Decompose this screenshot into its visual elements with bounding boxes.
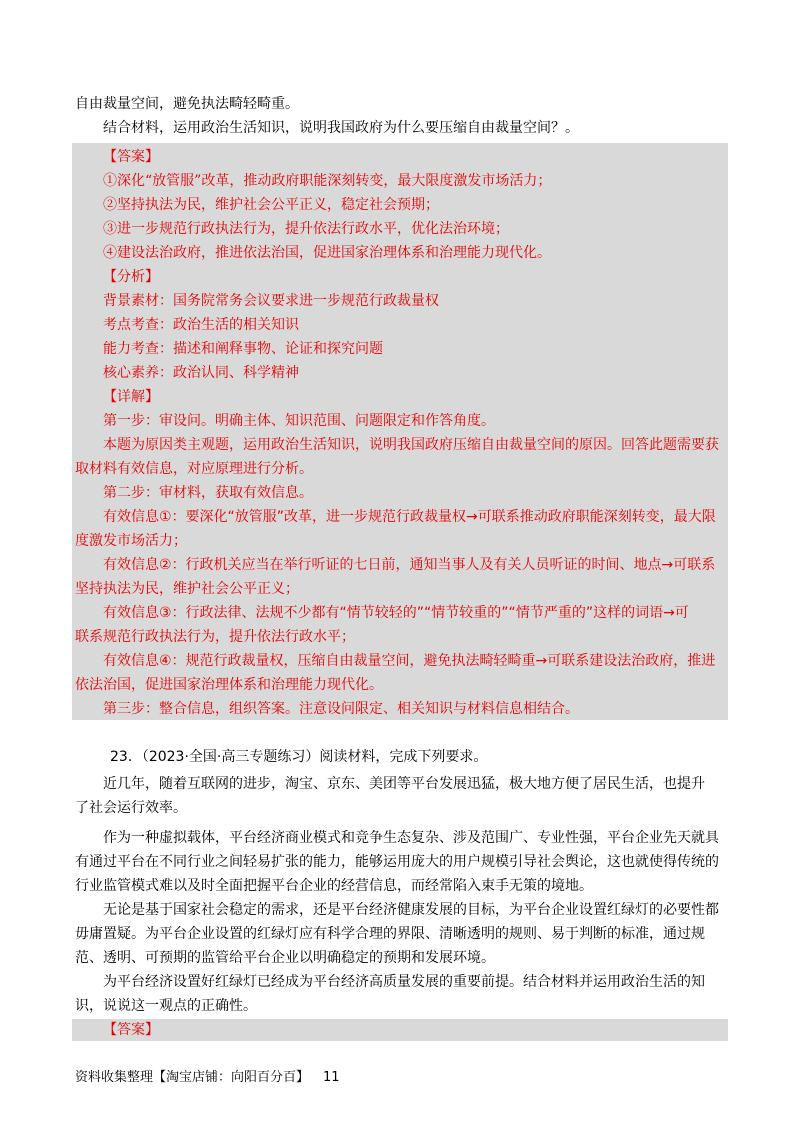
detail-line: 第三步：整合信息，组织答案。注意设问限定、相关知识与材料信息相结合。 bbox=[103, 701, 579, 717]
footer-source-text: 资料收集整理【淘宝店铺：向阳百分百】 bbox=[75, 1070, 310, 1085]
answer-item: ④建设法治政府，推进依法治国，促进国家治理体系和治理能力现代化。 bbox=[103, 245, 551, 261]
material-paragraph-line: 范、透明、可预期的监管给平台企业以明确稳定的预期和发展环境。 bbox=[75, 950, 495, 966]
detail-line: 联系规范行政执法行为，提升依法行政水平； bbox=[75, 629, 355, 645]
question-23-header: 23．（2023·全国·高三专题练习）阅读材料，完成下列要求。 bbox=[110, 749, 488, 765]
detail-line: 第一步：审设问。明确主体、知识范围、问题限定和作答角度。 bbox=[103, 413, 495, 429]
detail-line: 取材料有效信息，对应原理进行分析。 bbox=[75, 461, 313, 477]
question-text: 结合材料，运用政治生活知识，说明我国政府为什么要压缩自由裁量空间？。 bbox=[103, 120, 579, 136]
analysis-tag: 【分析】 bbox=[103, 269, 159, 285]
answer-tag: 【答案】 bbox=[103, 149, 159, 165]
detail-line: 第二步：审材料，获取有效信息。 bbox=[103, 485, 313, 501]
material-paragraph-line: 有通过平台在不同行业之间轻易扩张的能力，能够运用庞大的用户规模引导社会舆论，这也就使得传统的 bbox=[75, 854, 719, 870]
question-prompt-line: 为平台经济设置好红绿灯已经成为平台经济高质量发展的重要前提。结合材料并运用政治生活的知 bbox=[103, 974, 705, 990]
answer-item: ②坚持执法为民，维护社会公平正义，稳定社会预期； bbox=[103, 197, 439, 213]
analysis-item: 背景素材：国务院常务会议要求进一步规范行政裁量权 bbox=[103, 293, 439, 309]
detail-line: 依法治国，促进国家治理体系和治理能力现代化。 bbox=[75, 677, 383, 693]
question-prompt-line: 识，说说这一观点的正确性。 bbox=[75, 998, 257, 1014]
analysis-item: 核心素养：政治认同、科学精神 bbox=[103, 365, 299, 381]
detail-line: 有效信息④：规范行政裁量权，压缩自由裁量空间，避免执法畸轻畸重→可联系建设法治政府，推进 bbox=[103, 653, 716, 669]
material-paragraph-line: 无论是基于国家社会稳定的需求，还是平台经济健康发展的目标，为平台企业设置红绿灯的必要性都 bbox=[103, 902, 719, 918]
detail-line: 度激发市场活力； bbox=[75, 533, 187, 549]
analysis-item: 考点考查：政治生活的相关知识 bbox=[103, 317, 299, 333]
page-footer bbox=[75, 1068, 340, 1088]
material-text-line: 自由裁量空间，避免执法畸轻畸重。 bbox=[75, 96, 299, 112]
detail-tag: 【详解】 bbox=[103, 389, 159, 405]
detail-line: 有效信息②：行政机关应当在举行听证的七日前，通知当事人及有关人员听证的时间、地点→可联系 bbox=[103, 557, 716, 573]
analysis-item: 能力考查：描述和阐释事物、论证和探究问题 bbox=[103, 341, 383, 357]
answer-item: ①深化“放管服”改革，推动政府职能深刻转变，最大限度激发市场活力； bbox=[103, 173, 552, 189]
answer-tag: 【答案】 bbox=[103, 1022, 159, 1038]
material-paragraph-line: 近几年，随着互联网的进步，淘宝、京东、美团等平台发展迅猛，极大地方便了居民生活，也提升 bbox=[103, 776, 705, 792]
page-number: 11 bbox=[323, 1070, 340, 1085]
detail-line: 坚持执法为民，维护社会公平正义； bbox=[75, 581, 299, 597]
detail-line: 本题为原因类主观题，运用政治生活知识，说明我国政府压缩自由裁量空间的原因。回答此题需要获 bbox=[103, 437, 719, 453]
material-paragraph-line: 了社会运行效率。 bbox=[75, 800, 187, 816]
detail-line: 有效信息①：要深化“放管服”改革，进一步规范行政裁量权→可联系推动政府职能深刻转变，最大限 bbox=[103, 509, 716, 525]
material-paragraph-line: 行业监管模式难以及时全面把握平台企业的经营信息，而经常陷入束手无策的境地。 bbox=[75, 878, 593, 894]
material-paragraph-line: 毋庸置疑。为平台企业设置的红绿灯应有科学合理的界限、清晰透明的规则、易于判断的标准，通过规 bbox=[75, 926, 705, 942]
material-paragraph-line: 作为一种虚拟载体，平台经济商业模式和竞争生态复杂、涉及范围广、专业性强，平台企业先天就具 bbox=[103, 830, 719, 846]
detail-line: 有效信息③：行政法律、法规不少都有“情节较轻的”“情节较重的”“情节严重的”这样的词语→可 bbox=[103, 605, 689, 621]
answer-item: ③进一步规范行政执法行为，提升依法行政水平，优化法治环境； bbox=[103, 221, 509, 237]
